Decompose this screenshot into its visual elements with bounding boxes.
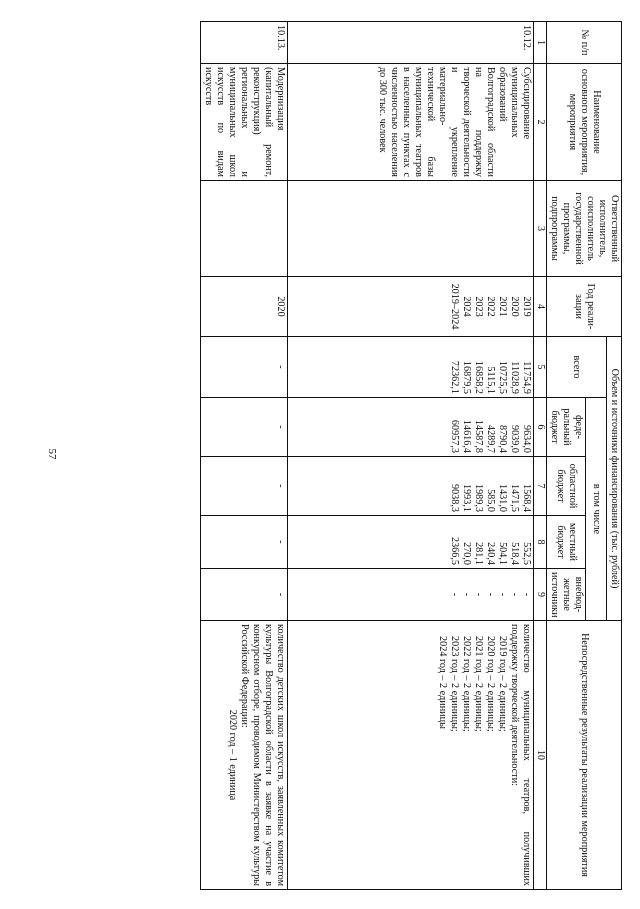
year-value: 2024 [461,296,472,317]
year-value: 2019 [521,296,532,317]
total-value: 5115,1 [485,366,496,394]
local-value: - [275,540,286,544]
regional-cell [288,457,534,516]
regional-value: 9038,3 [449,483,460,512]
header-total: всего [547,337,607,398]
result-line: 2020 год – 2 единицы; [485,636,496,732]
rotated-table-area [92,21,622,889]
header-regional: областной бюджет [547,457,586,516]
result-text: количество муниципальных театров, получивших поддержку творческой деятельности: [509,624,532,887]
total-value: - [275,365,286,369]
regional-value: 1568,4 [521,483,532,512]
result-text: количество детских школ искусств, заявленных комитетом культуры Волгоградской области в заявке на участие в конкурсном отборе, проводимом Министерством культуры Российской Федерации: [239,624,286,887]
activity-name: Субсидирование муниципальных образований Волгоградской области на поддержку творческой деятельности и укрепление материально-технической базы муниципальных театров в населенных пунктах с численностью населения до 300 тыс. человек [288,64,534,181]
regional-value: 585,0 [485,489,496,512]
executor-cell [201,181,288,277]
col-number: 3 [534,181,547,277]
federal-cell [201,398,288,457]
col-number: 7 [534,457,547,516]
local-value: 504,1 [497,542,508,565]
header-num: № п/п [547,22,622,64]
local-value: 552,5 [521,542,532,565]
header-including: в том числе [586,398,607,621]
result-line: 2021 год – 2 единицы; [473,636,484,732]
col-number: 6 [534,398,547,457]
result-cell [288,621,534,890]
regional-cell [201,457,288,516]
result-line: 2023 год – 2 единицы; [449,636,460,732]
year-value: 2023 [473,296,484,317]
col-number: 5 [534,337,547,398]
extrabudget-value: - [485,592,496,597]
col-number: 10 [534,621,547,890]
federal-value: 60957,3 [449,419,460,453]
local-value: 518,4 [509,542,520,565]
header-extrabudget: внебюд- жетные источники [547,569,586,621]
total-cell [201,337,288,398]
header-executor: Ответственный исполнитель, соисполнитель государственной программы, подпрограммы [547,181,622,277]
extrabudget-value: - [521,592,532,597]
extrabudget-value: - [461,592,472,597]
col-number: 1 [534,22,547,64]
activity-name: Модернизация (капитальный ремонт, реконструкция) региональных и муниципальных школ искусств по видам искусств [201,64,288,181]
header-local: местный бюджет [547,516,586,569]
federal-value: - [275,425,286,429]
regional-value: 1989,3 [473,483,484,512]
extrabudget-value: - [449,592,460,597]
header-name: Наименование основного мероприятия, мероприятия [547,64,622,181]
local-value: 281,1 [473,542,484,565]
table-row [201,22,288,890]
total-value: 16879,5 [461,360,472,394]
year-value: 2022 [485,296,496,317]
result-line: 2024 год – 2 единицы [437,636,448,729]
extrabudget-value: - [509,592,520,597]
local-value: 2366,5 [449,536,460,565]
col-number: 8 [534,516,547,569]
federal-value: 9039,0 [509,424,520,453]
regional-value: 1431,0 [497,483,508,512]
col-number: 9 [534,569,547,621]
years-cell [201,277,288,337]
result-line: 2020 год – 1 единица [227,709,238,801]
page-number: 57 [46,448,58,460]
executor-cell [288,181,534,277]
years-cell [288,277,534,337]
total-value: 10725,5 [497,360,508,394]
local-cell [288,516,534,569]
extrabudget-cell [201,569,288,621]
local-cell [201,516,288,569]
federal-value: 4289,7 [485,424,496,453]
header-federal: феде- ральный бюджет [547,398,586,457]
col-number: 4 [534,277,547,337]
federal-cell [288,398,534,457]
row-number: 10.13. [201,22,288,64]
year-value: 2019–2024 [449,283,460,330]
total-value: 16858,2 [473,360,484,394]
financing-table [200,21,622,890]
year-value: 2020 [509,296,520,317]
total-cell [288,337,534,398]
extrabudget-cell [288,569,534,621]
regional-value: 1993,1 [461,483,472,512]
row-number: 10.12. [288,22,534,64]
header-year: Год реали- зации [547,277,622,337]
table-row [288,22,534,890]
year-value: 2021 [497,296,508,317]
federal-value: 14587,8 [473,419,484,453]
local-value: 240,4 [485,542,496,565]
col-number: 2 [534,64,547,181]
year-value: 2020 [275,296,286,317]
extrabudget-value: - [275,592,286,597]
local-value: 270,0 [461,542,472,565]
extrabudget-value: - [473,592,484,597]
extrabudget-value: - [497,592,508,597]
header-results: Непосредственные результаты реализации мероприятия [547,621,622,890]
regional-value: 1471,5 [509,483,520,512]
total-value: 11028,9 [509,361,520,394]
header-financing: Объем и источники финансирования (тыс. рублей) [607,337,622,621]
result-cell [201,621,288,890]
regional-value: - [275,484,286,488]
total-value: 72362,1 [449,360,460,394]
federal-value: 8790,4 [497,424,508,453]
result-line: 2019 год – 2 единицы; [497,636,508,732]
federal-value: 9634,0 [521,424,532,453]
total-value: 11754,9 [521,361,532,394]
result-line: 2022 год – 2 единицы; [461,636,472,732]
federal-value: 14616,4 [461,419,472,453]
